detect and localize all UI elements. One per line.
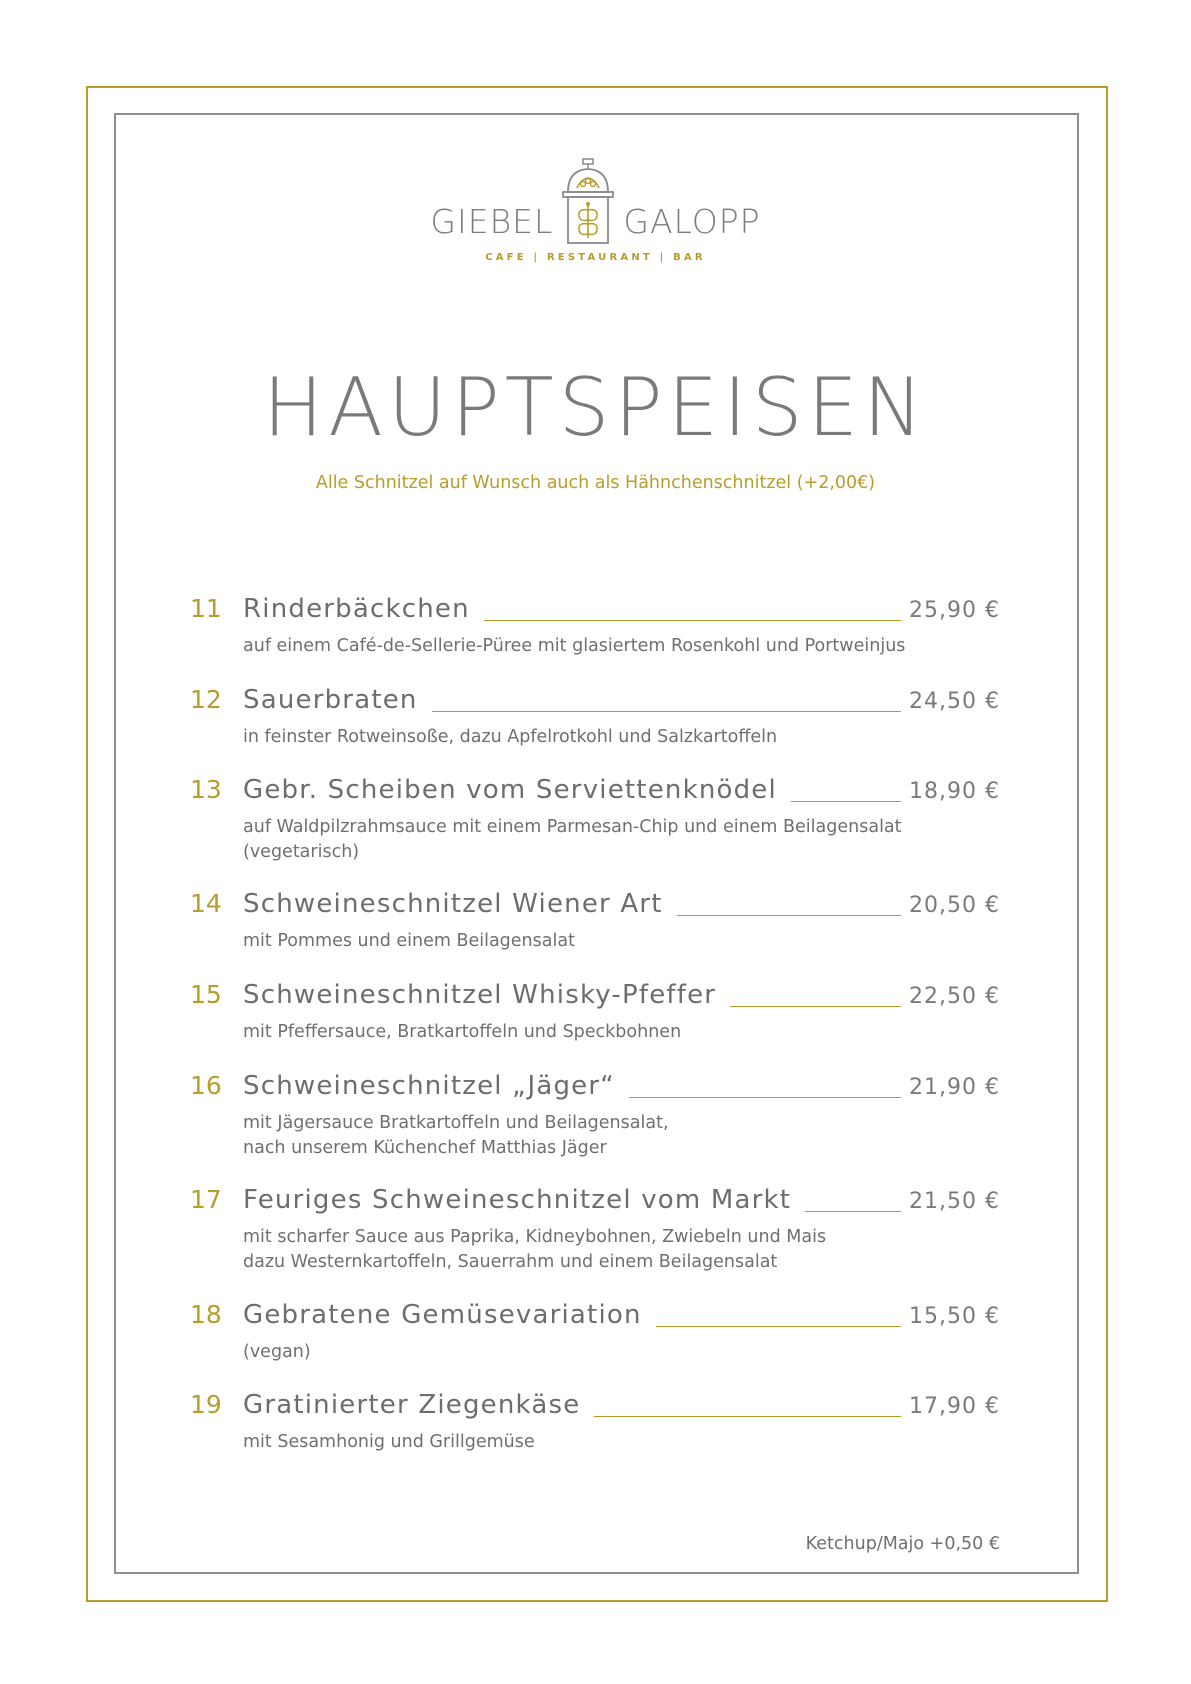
item-price: 25,90 € xyxy=(909,598,1000,623)
leader-line xyxy=(629,1097,901,1098)
menu-item xyxy=(190,982,1000,1073)
item-number: 17 xyxy=(190,1185,222,1214)
item-name: Gebr. Scheiben vom Serviettenknödel xyxy=(243,775,777,805)
item-number: 15 xyxy=(190,980,222,1009)
item-name: Gratinierter Ziegenkäse xyxy=(243,1390,581,1420)
item-price: 17,90 € xyxy=(909,1394,1000,1419)
footer-note: Ketchup/Majo +0,50 € xyxy=(805,1534,1000,1554)
item-number: 16 xyxy=(190,1071,222,1100)
item-description: mit Sesamhonig und Grillgemüse xyxy=(243,1432,535,1452)
item-number: 12 xyxy=(190,685,222,714)
item-price: 24,50 € xyxy=(909,689,1000,714)
leader-line xyxy=(805,1211,901,1212)
item-name: Gebratene Gemüsevariation xyxy=(243,1300,642,1330)
item-price: 21,50 € xyxy=(909,1189,1000,1214)
menu-item xyxy=(190,687,1000,777)
logo-word-right: GALOPP xyxy=(623,202,761,241)
item-price: 18,90 € xyxy=(909,779,1000,804)
menu-item xyxy=(190,1073,1000,1187)
item-name: Schweineschnitzel „Jäger“ xyxy=(243,1071,615,1101)
page-title: HAUPTSPEISEN xyxy=(263,361,928,454)
item-number: 11 xyxy=(190,594,222,623)
logo-tagline: CAFE | RESTAURANT | BAR xyxy=(485,252,706,263)
item-number: 13 xyxy=(190,775,222,804)
item-price: 21,90 € xyxy=(909,1075,1000,1100)
item-name: Feuriges Schweineschnitzel vom Markt xyxy=(243,1185,792,1215)
menu-item xyxy=(190,777,1000,891)
item-description: auf einem Café-de-Sellerie-Püree mit glasiertem Rosenkohl und Portweinjus xyxy=(243,636,906,656)
leader-line xyxy=(677,915,901,916)
item-price: 20,50 € xyxy=(909,893,1000,918)
menu-list xyxy=(190,596,1000,1462)
item-name: Schweineschnitzel Wiener Art xyxy=(243,889,663,919)
item-description: mit scharfer Sauce aus Paprika, Kidneybohnen, Zwiebeln und Mais dazu Westernkartoffeln, Sauerrahm und einem Beilagensalat xyxy=(243,1227,827,1272)
menu-item xyxy=(190,1392,1000,1462)
logo-row xyxy=(0,158,1191,244)
item-name: Sauerbraten xyxy=(243,685,418,715)
gable-emblem-icon xyxy=(559,158,617,244)
leader-line xyxy=(432,711,901,712)
item-name: Schweineschnitzel Whisky-Pfeffer xyxy=(243,980,717,1010)
logo-word-left: GIEBEL xyxy=(430,202,554,241)
page-subtitle: Alle Schnitzel auf Wunsch auch als Hähnchenschnitzel (+2,00€) xyxy=(315,473,876,493)
item-description: (vegan) xyxy=(243,1342,311,1362)
leader-line xyxy=(791,801,901,802)
menu-item xyxy=(190,1302,1000,1392)
leader-line xyxy=(594,1416,901,1417)
item-description: mit Pommes und einem Beilagensalat xyxy=(243,931,575,951)
leader-line xyxy=(484,620,901,621)
item-name: Rinderbäckchen xyxy=(243,594,470,624)
leader-line xyxy=(730,1006,901,1007)
item-description: mit Jägersauce Bratkartoffeln und Beilagensalat, nach unserem Küchenchef Matthias Jäger xyxy=(243,1113,669,1158)
item-number: 14 xyxy=(190,889,222,918)
item-price: 22,50 € xyxy=(909,984,1000,1009)
menu-item xyxy=(190,891,1000,982)
item-number: 19 xyxy=(190,1390,222,1419)
item-number: 18 xyxy=(190,1300,222,1329)
item-description: auf Waldpilzrahmsauce mit einem Parmesan-Chip und einem Beilagensalat (vegetarisch) xyxy=(243,817,902,862)
item-price: 15,50 € xyxy=(909,1304,1000,1329)
menu-item xyxy=(190,596,1000,687)
leader-line xyxy=(656,1326,901,1327)
item-description: mit Pfeffersauce, Bratkartoffeln und Speckbohnen xyxy=(243,1022,682,1042)
item-description: in feinster Rotweinsoße, dazu Apfelrotkohl und Salzkartoffeln xyxy=(243,727,778,747)
menu-item xyxy=(190,1187,1000,1302)
logo xyxy=(0,158,1191,263)
